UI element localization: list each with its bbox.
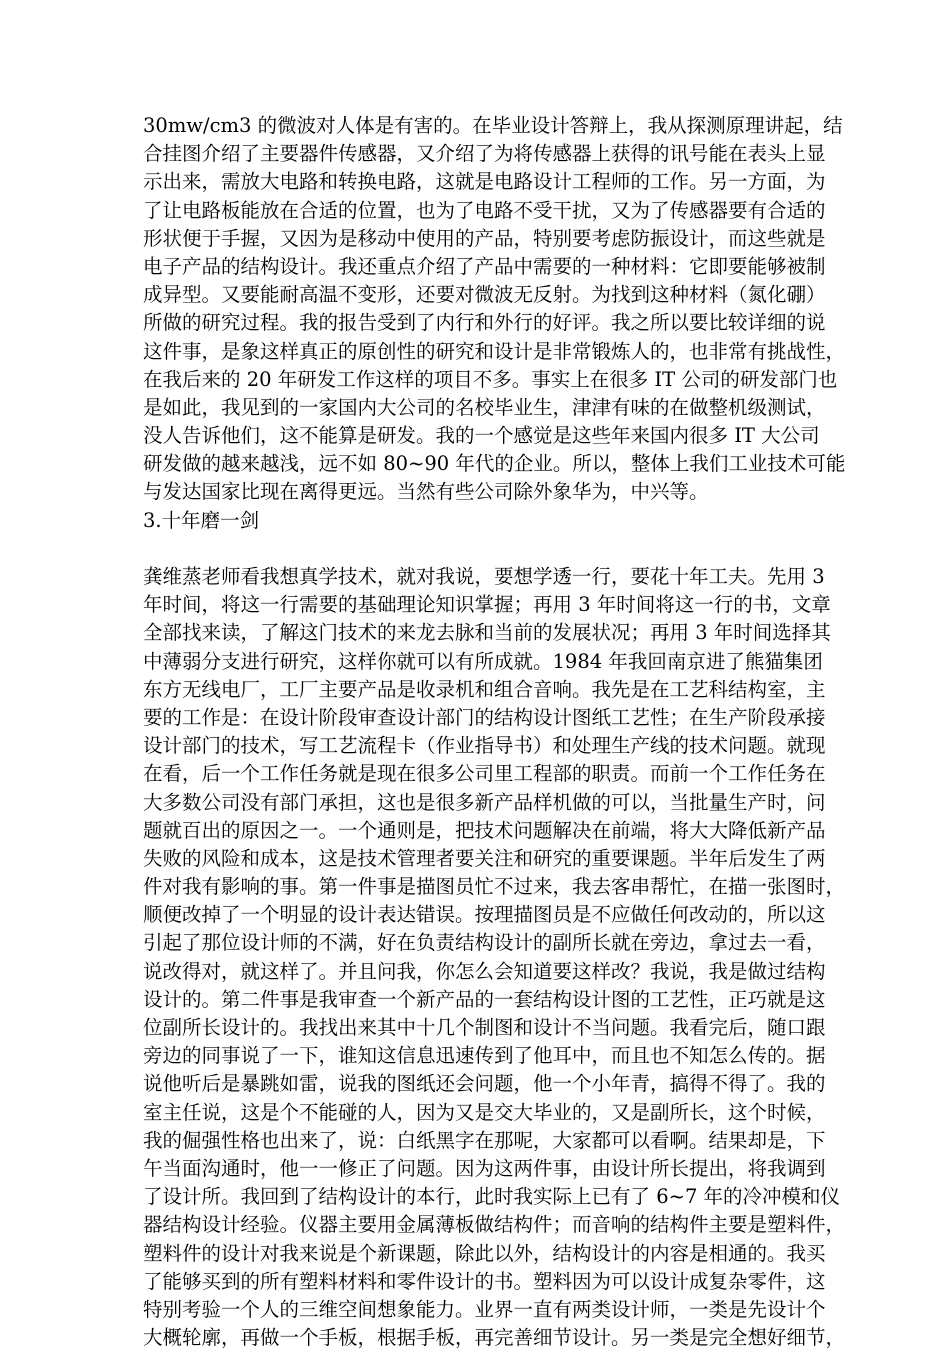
paragraph-line: 题就百出的原因之一。一个通则是，把技术问题解决在前端，将大大降低新产品 [143,818,826,842]
paragraph-line: 是如此，我见到的一家国内大公司的名校毕业生，津津有味的在做整机级测试， [143,395,826,419]
blank-line [143,535,808,563]
paragraph-line: 这件事，是象这样真正的原创性的研究和设计是非常锻炼人的，也非常有挑战性， [143,339,846,363]
paragraph-line: 塑料件的设计对我来说是个新课题，除此以外，结构设计的内容是相通的。我买 [143,1241,826,1265]
paragraph-line: 龚维蒸老师看我想真学技术，就对我说，要想学透一行，要花十年工夫。先用 3 [143,565,825,588]
paragraph-line: 我的倔强性格也出来了，说：白纸黑字在那呢，大家都可以看啊。结果却是，下 [143,1128,826,1152]
paragraph-line: 中薄弱分支进行研究，这样你就可以有所成就。1984 年我回南京进了熊猫集团 [143,649,823,673]
paragraph-line: 合挂图介绍了主要器件传感器，又介绍了为将传感器上获得的讯号能在表头上显 [143,142,826,166]
paragraph-line: 了能够买到的所有塑料材料和零件设计的书。塑料因为可以设计成复杂零件，这 [143,1269,826,1293]
paragraph-line: 与发达国家比现在离得更远。当然有些公司除外象华为，中兴等。 [143,480,709,504]
paragraph-line: 器结构设计经验。仪器主要用金属薄板做结构件；而音响的结构件主要是塑料件， [143,1213,846,1237]
paragraph-line: 位副所长设计的。我找出来其中十几个制图和设计不当问题。我看完后，随口跟 [143,1016,826,1039]
paragraph-line: 示出来，需放大电路和转换电路，这就是电路设计工程师的工作。另一方面，为 [143,170,826,194]
paragraph-line: 全部找来读，了解这门技术的来龙去脉和当前的发展状况；再用 3 年时间选择其 [143,621,831,645]
paragraph-line: 室主任说，这是个不能碰的人，因为又是交大毕业的，又是副所长，这个时候， [143,1100,826,1124]
document-page [143,112,846,1352]
paragraph-2 [143,563,846,1352]
paragraph-line: 电子产品的结构设计。我还重点介绍了产品中需要的一种材料：它即要能够被制 [143,254,826,278]
paragraph-1 [143,112,846,507]
section-heading: 3.十年磨一剑 [143,508,260,532]
paragraph-line: 要的工作是：在设计阶段审查设计部门的结构设计图纸工艺性；在生产阶段承接 [143,705,826,729]
paragraph-line: 午当面沟通时，他一一修正了问题。因为这两件事，由设计所长提出，将我调到 [143,1156,826,1180]
paragraph-line: 了让电路板能放在合适的位置，也为了电路不受干扰，又为了传感器要有合适的 [143,198,826,222]
paragraph-line: 特别考验一个人的三维空间想象能力。业界一直有两类设计师，一类是先设计个 [143,1297,826,1321]
paragraph-line: 研发做的越来越浅，远不如 80~90 年代的企业。所以，整体上我们工业技术可能 [143,452,846,476]
paragraph-line: 说他听后是暴跳如雷，说我的图纸还会问题，他一个小年青，搞得不得了。我的 [143,1072,826,1096]
paragraph-line: 所做的研究过程。我的报告受到了内行和外行的好评。我之所以要比较详细的说 [143,311,826,335]
paragraph-line: 在我后来的 20 年研发工作这样的项目不多。事实上在很多 IT 公司的研发部门也 [143,367,838,391]
paragraph-line: 30mw/cm3 的微波对人体是有害的。在毕业设计答辩上，我从探测原理讲起，结 [143,114,843,137]
paragraph-line: 说改得对，就这样了。并且问我，你怎么会知道要这样改？我说，我是做过结构 [143,959,826,983]
paragraph-line: 在看，后一个工作任务就是现在很多公司里工程部的职责。而前一个工作任务在 [143,762,826,786]
paragraph-line: 形状便于手握，又因为是移动中使用的产品，特别要考虑防振设计，而这些就是 [143,226,826,250]
paragraph-line: 东方无线电厂，工厂主要产品是收录机和组合音响。我先是在工艺科结构室，主 [143,677,826,701]
paragraph-line: 设计部门的技术，写工艺流程卡（作业指导书）和处理生产线的技术问题。就现 [143,734,826,758]
paragraph-line: 失败的风险和成本，这是技术管理者要关注和研究的重要课题。半年后发生了两 [143,846,826,870]
paragraph-line: 设计的。第二件事是我审查一个新产品的一套结构设计图的工艺性，正巧就是这 [143,987,826,1011]
paragraph-line: 大多数公司没有部门承担，这也是很多新产品样机做的可以，当批量生产时，问 [143,790,826,814]
paragraph-line: 大概轮廓，再做一个手板，根据手板，再完善细节设计。另一类是完全想好细节， [143,1326,846,1350]
paragraph-line: 顺便改掉了一个明显的设计表达错误。按理描图员是不应做任何改动的，所以这 [143,903,826,927]
paragraph-line: 引起了那位设计师的不满，好在负责结构设计的副所长就在旁边，拿过去一看， [143,931,826,955]
paragraph-line: 件对我有影响的事。第一件事是描图员忙不过来，我去客串帮忙，在描一张图时， [143,875,846,899]
paragraph-line: 没人告诉他们，这不能算是研发。我的一个感觉是这些年来国内很多 IT 大公司 [143,424,820,448]
paragraph-line: 旁边的同事说了一下，谁知这信息迅速传到了他耳中，而且也不知怎么传的。据 [143,1044,826,1068]
paragraph-line: 成异型。又要能耐高温不变形，还要对微波无反射。为找到这种材料（氮化硼） [143,283,826,307]
paragraph-line: 年时间，将这一行需要的基础理论知识掌握；再用 3 年时间将这一行的书，文章 [143,593,831,617]
paragraph-line: 了设计所。我回到了结构设计的本行，此时我实际上已有了 6~7 年的冷冲模和仪 [143,1185,841,1209]
